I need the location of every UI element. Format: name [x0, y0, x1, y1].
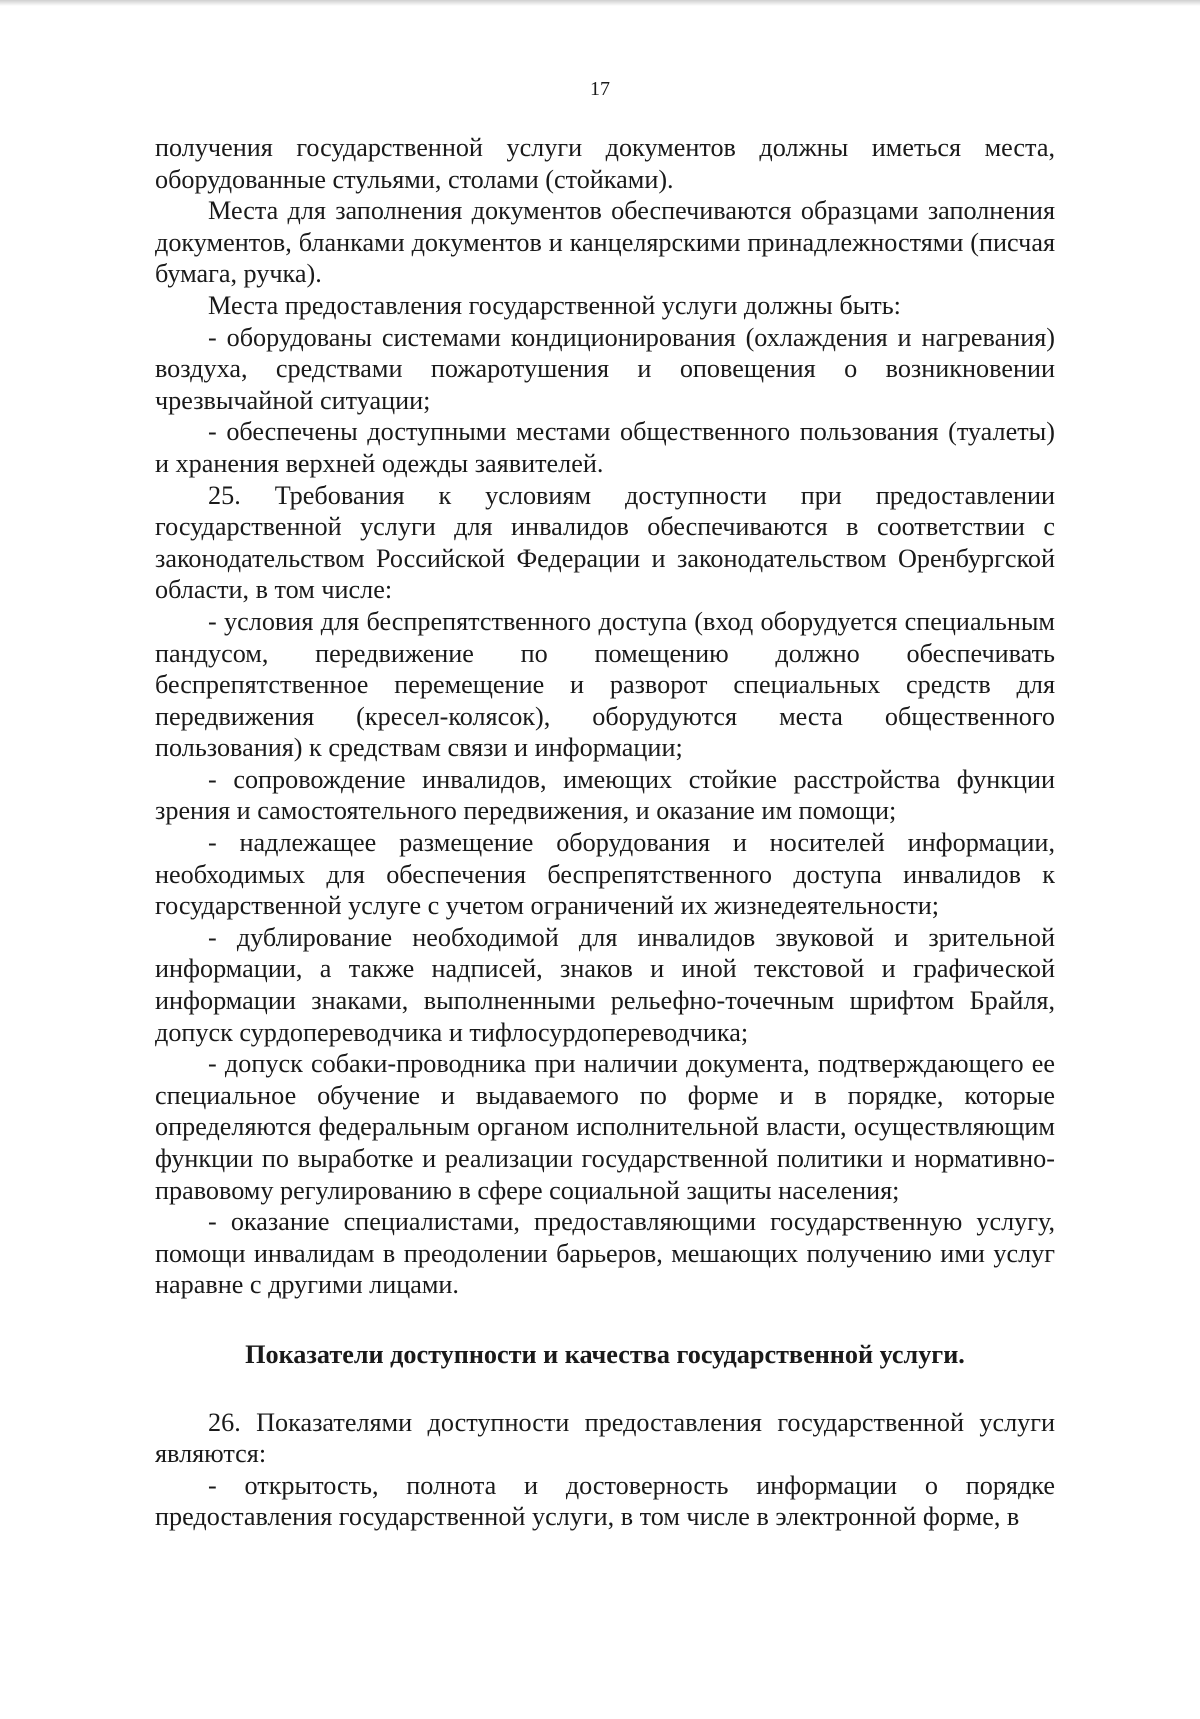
paragraph: 25. Требования к условиям доступности при предоставлении государственной услуги для инвалидов обеспечиваются в соответствии с законодательством Российской Федерации и законодательством Оренбургской области, в том числе:: [155, 480, 1055, 605]
paragraph: - условия для беспрепятственного доступа (вход оборудуется специальным пандусом, передвижение по помещению должно обеспечивать беспрепятственное перемещение и разворот специальных средств для передвижения (кресел-колясок), оборудуются места общественного пользования) к средствам связи и информации;: [155, 606, 1055, 763]
scan-edge: [0, 0, 1200, 6]
paragraph: 26. Показателями доступности предоставления государственной услуги являются:: [155, 1407, 1055, 1469]
paragraph: - сопровождение инвалидов, имеющих стойкие расстройства функции зрения и самостоятельного передвижения, и оказание им помощи;: [155, 764, 1055, 826]
body-paragraphs-top: [155, 132, 1055, 1301]
paragraph: Места предоставления государственной услуги должны быть:: [208, 290, 901, 320]
page-number: 17: [590, 78, 610, 100]
paragraph: получения государственной услуги документов должны иметься места, оборудованные стульями, столами (стойками).: [155, 133, 1055, 194]
paragraph: Места для заполнения документов обеспечиваются образцами заполнения документов, бланками документов и канцелярскими принадлежностями (писчая бумага, ручка).: [155, 196, 1055, 289]
paragraph: - допуск собаки-проводника при наличии документа, подтверждающего ее специальное обучение и выдаваемого по форме и в порядке, которые определяются федеральным органом исполнительной власти, осуществляющим функции по выработке и реализации государственной политики и нормативно-правовому регулированию в сфере социальной защиты населения;: [155, 1049, 1055, 1205]
document-body: [155, 132, 1055, 1533]
paragraph: - обеспечены доступными местами общественного пользования (туалеты) и хранения верхней одежды заявителей.: [155, 417, 1055, 478]
paragraph: - открытость, полнота и достоверность информации о порядке предоставления государственной услуги, в том числе в электронной форме, в: [155, 1470, 1055, 1532]
body-paragraphs-bottom: [155, 1407, 1055, 1533]
paragraph: - оборудованы системами кондиционирования (охлаждения и нагревания) воздуха, средствами пожаротушения и оповещения о возникновении чрезвычайной ситуации;: [155, 322, 1055, 415]
paragraph: - дублирование необходимой для инвалидов звуковой и зрительной информации, а также надписей, знаков и иной текстовой и графической информации знаками, выполненными рельефно-точечным шрифтом Брайля, допуск сурдопереводчика и тифлосурдопереводчика;: [155, 922, 1055, 1047]
paragraph: - надлежащее размещение оборудования и носителей информации, необходимых для обеспечения беспрепятственного доступа инвалидов к государственной услуге с учетом ограничений их жизнедеятельности;: [155, 828, 1055, 921]
paragraph: - оказание специалистами, предоставляющими государственную услугу, помощи инвалидам в преодолении барьеров, мешающих получению ими услуг наравне с другими лицами.: [155, 1207, 1055, 1300]
section-heading: Показатели доступности и качества государственной услуги.: [245, 1339, 965, 1369]
